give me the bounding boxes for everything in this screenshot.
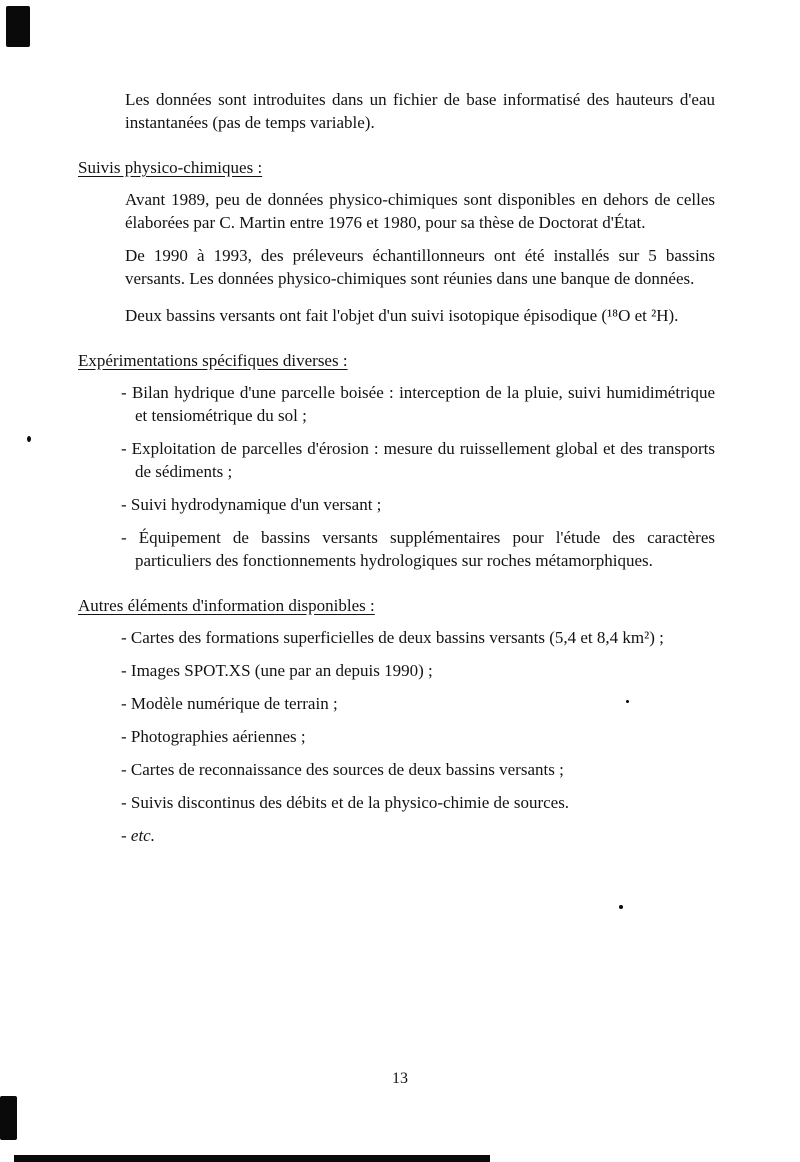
scan-artifact-top-left [6,6,30,47]
intro-paragraph: Les données sont introduites dans un fichier de base informatisé des hauteurs d'eau instantanées (pas de temps variable). [125,90,715,132]
list-item-cartes-reconnaissance: - Cartes de reconnaissance des sources de deux bassins versants ; [121,760,564,779]
paragraph-1990-1993: De 1990 à 1993, des préleveurs échantillonneurs ont été installés sur 5 bassins versants. Les données physico-chimiques sont réunies dans une banque de données. [125,246,715,288]
list-item-suivi-hydrodynamique: - Suivi hydrodynamique d'un versant ; [121,495,382,514]
section-heading-experimentations: Expérimentations spécifiques diverses : [78,351,348,370]
scan-artifact-bottom-left [0,1096,17,1140]
list-item-etc: - etc. [121,826,155,845]
scan-artifact-right-dot [619,905,623,909]
scan-artifact-bottom-bar [14,1155,490,1162]
list-item-equipement-bassins: - Équipement de bassins versants supplémentaires pour l'étude des caractères particuliers des fonctionnements hydrologiques sur roches métamorphiques. [121,528,715,570]
list-item-cartes-formations: - Cartes des formations superficielles de deux bassins versants (5,4 et 8,4 km²) ; [121,628,664,647]
list-item-suivis-discontinus: - Suivis discontinus des débits et de la physico-chimie de sources. [121,793,570,812]
list-item-bilan-hydrique: - Bilan hydrique d'une parcelle boisée : interception de la pluie, suivi humidimétrique et tensiométrique du sol ; [121,383,715,425]
list-item-images-spot: - Images SPOT.XS (une par an depuis 1990) ; [121,661,433,680]
document-content [0,88,800,857]
section-heading-suivis-physico-chimiques: Suivis physico-chimiques : [78,158,263,177]
page-number: 13 [392,1070,408,1087]
list-item-modele-numerique: - Modèle numérique de terrain ; [121,694,338,713]
list-item-exploitation-parcelles: - Exploitation de parcelles d'érosion : mesure du ruissellement global et des transports de sédiments ; [121,439,715,481]
list-item-photographies-aeriennes: - Photographies aériennes ; [121,727,306,746]
paragraph-suivi-isotopique: Deux bassins versants ont fait l'objet d'un suivi isotopique épisodique (¹⁸O et ²H). [125,306,679,325]
paragraph-avant-1989: Avant 1989, peu de données physico-chimiques sont disponibles en dehors de celles élaborées par C. Martin entre 1976 et 1980, pour sa thèse de Doctorat d'État. [125,190,715,232]
section-heading-autres-elements: Autres éléments d'information disponibles : [78,596,375,615]
